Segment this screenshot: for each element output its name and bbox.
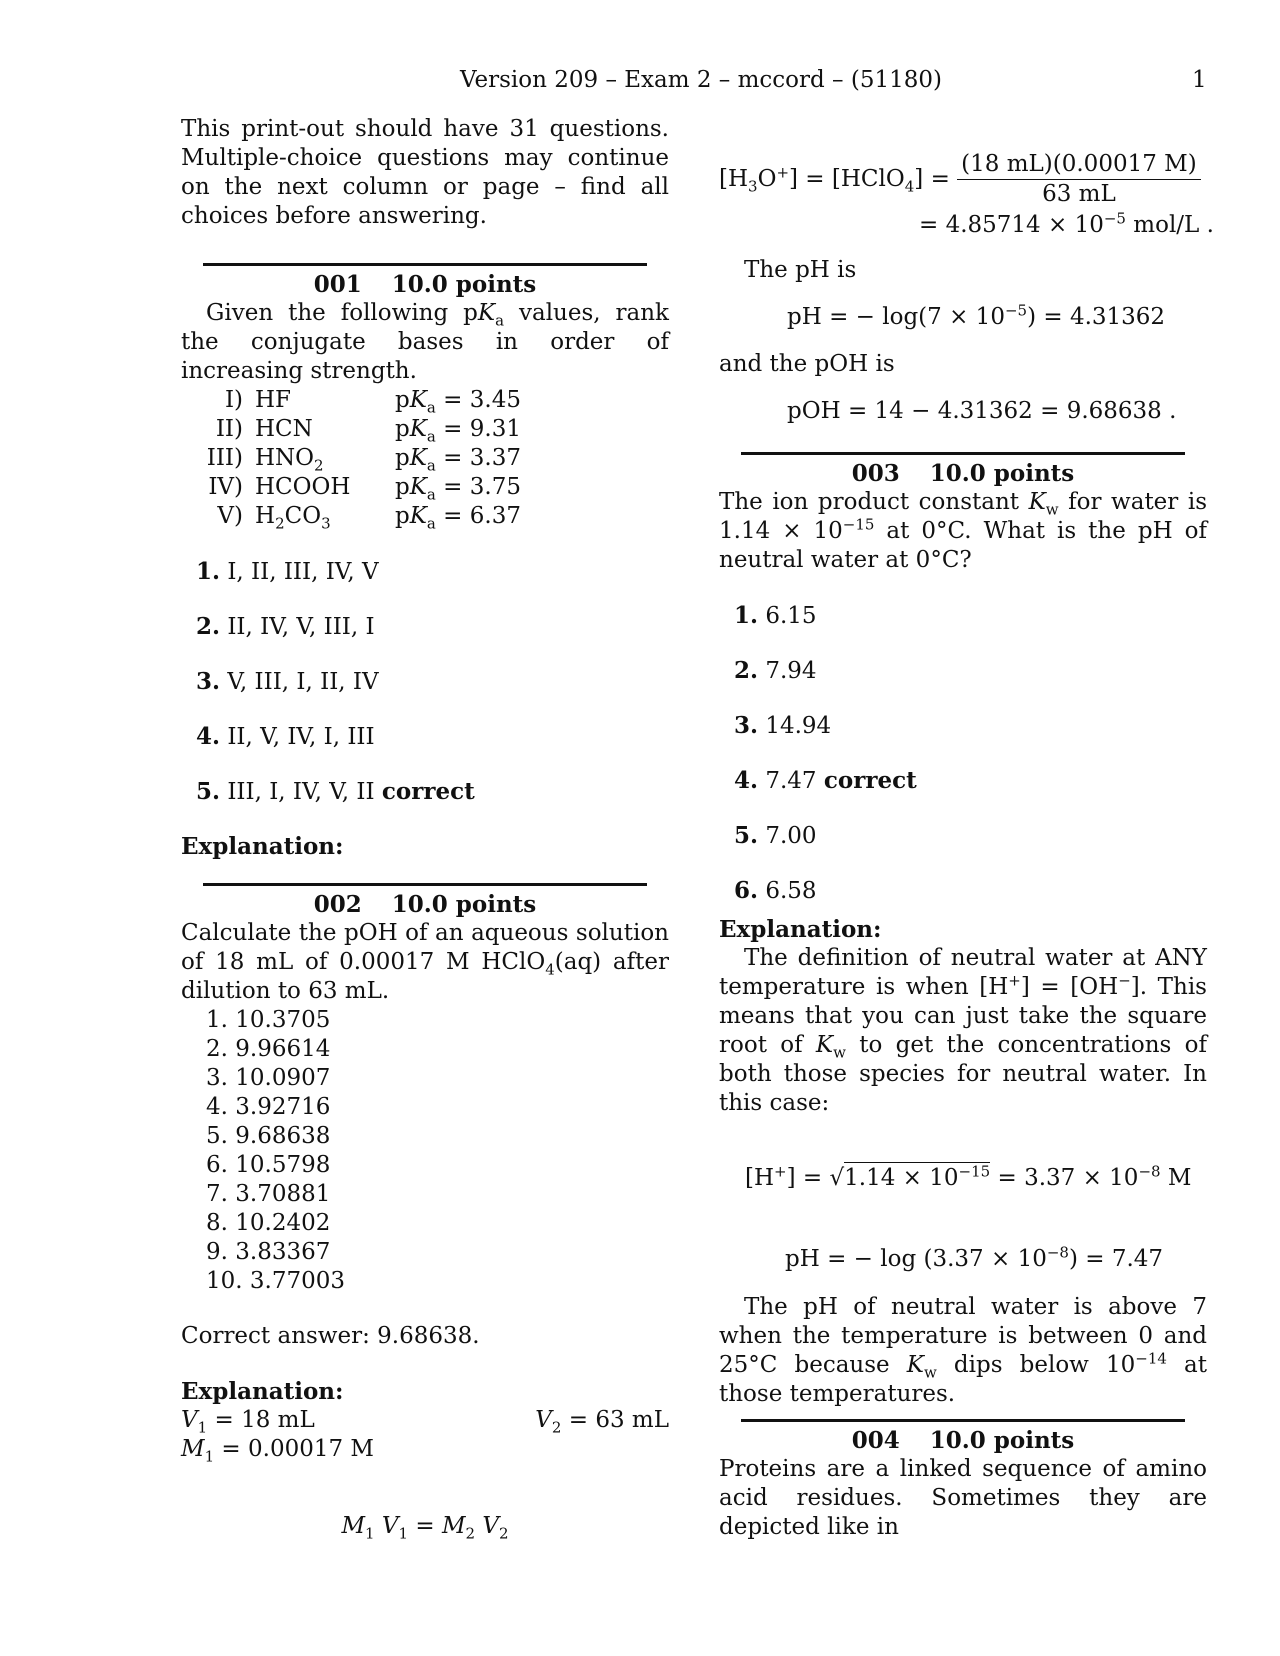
concentration-equation: $[H_3O^+]$ = [HClO$_4$] = $\frac{(18 mL)(0.00017 M)}{63 mL}$	[719, 150, 1207, 209]
explanation-label: Explanation:	[181, 1378, 344, 1405]
question-header-002	[181, 890, 669, 919]
question-points: 10.0 points	[391, 891, 537, 918]
acid-numeral: II)	[215, 416, 243, 442]
page-header	[0, 66, 1280, 98]
answer-choice[interactable]: 3. V, III, I, II, IV	[196, 668, 379, 695]
acid-name: $H_2CO_3$	[255, 503, 331, 533]
pka-row	[203, 415, 521, 444]
question-divider	[741, 452, 1185, 455]
question-number: 004	[851, 1427, 900, 1454]
option-item[interactable]: 2. 9.96614	[206, 1036, 331, 1062]
ph-final-equation: pH = − $\log (3.37 \times 10^{-8}) = 7.47$	[785, 1243, 1164, 1272]
ph-equation: pH = − $\log(7 \times 10^{-5}) = 4.31362$	[787, 301, 1166, 330]
answer-choice[interactable]: 5. 7.00	[734, 822, 817, 849]
acid-pka: $pK_a = 3.45$	[395, 387, 521, 417]
answer-choice[interactable]: 4. II, V, IV, I, III	[196, 723, 375, 750]
correct-answer: Correct answer: 9.68638.	[181, 1323, 480, 1349]
molarity-line: $M_1 = 0.00017$ M	[181, 1436, 374, 1466]
pka-row	[203, 502, 521, 531]
h-concentration-equation: $[H^+] = √1.14 \times 10^{-15} = 3.37 \times 10^{-8}$ M	[745, 1162, 1192, 1191]
acid-numeral: V)	[217, 503, 243, 529]
question-header-003	[719, 459, 1207, 488]
question-header-004	[719, 1426, 1207, 1455]
question-points: 10.0 points	[929, 460, 1075, 487]
header-title: Version 209 – Exam 2 – mccord – (51180)	[460, 67, 942, 93]
pka-row	[203, 444, 521, 473]
left-column	[181, 115, 669, 1541]
option-item[interactable]: 10. 3.77003	[206, 1268, 345, 1294]
explanation-label: Explanation:	[181, 833, 344, 860]
option-item[interactable]: 3. 10.0907	[206, 1065, 331, 1091]
answer-choice[interactable]: 2. 7.94	[734, 657, 817, 684]
option-item[interactable]: 8. 10.2402	[206, 1210, 331, 1236]
acid-pka: $pK_a = 6.37$	[395, 503, 521, 533]
answer-choice[interactable]: 1. 6.15	[734, 602, 817, 629]
answer-choice[interactable]: 6. 6.58	[734, 877, 817, 904]
explanation-note: The pH of neutral water is above 7 when the temperature is between 0 and 25°C because $K_w$ dips below $10^{-14}$ at those temperatures.	[719, 1294, 1207, 1407]
poh-equation: pOH = 14 − 4.31362 = 9.68638 .	[787, 398, 1177, 424]
acid-numeral: III)	[206, 445, 243, 471]
answer-choice[interactable]: 3. 14.94	[734, 712, 832, 739]
option-item[interactable]: 5. 9.68638	[206, 1123, 331, 1149]
option-item[interactable]: 7. 3.70881	[206, 1181, 331, 1207]
prompt-text: values, rank the conjugate bases in order of increasing strength.	[181, 300, 669, 384]
concentration-fraction: $\frac{(18 mL)(0.00017 M)}{63 mL}$	[957, 150, 1201, 209]
option-item[interactable]: 4. 3.92716	[206, 1094, 331, 1120]
answer-choice[interactable]: 1. I, II, III, IV, V	[196, 558, 379, 585]
option-item[interactable]: 6. 10.5798	[206, 1152, 331, 1178]
answer-choice-correct[interactable]: 5. III, I, IV, V, II correct	[196, 778, 475, 805]
acid-numeral: IV)	[208, 474, 243, 500]
acid-pka: $pK_a = 3.37$	[395, 445, 521, 475]
acid-name: HF	[255, 387, 292, 413]
correct-mark: correct	[823, 767, 917, 794]
acid-name: HCN	[255, 416, 313, 442]
pka-row	[203, 473, 521, 502]
question-prompt-003: The ion product constant $K_w$ for water is $1.14 \times 10^{-15}$ at 0°C. What is the pH of neutral water at 0°C?	[719, 489, 1208, 573]
question-points: 10.0 points	[929, 1427, 1075, 1454]
acid-name: HCOOH	[255, 474, 351, 500]
correct-mark: correct	[381, 778, 475, 805]
option-item[interactable]: 1. 10.3705	[206, 1007, 331, 1033]
question-divider	[741, 1419, 1185, 1422]
question-points: 10.0 points	[391, 271, 537, 298]
ph-intro: The pH is	[744, 257, 857, 283]
right-column	[719, 150, 1214, 1542]
acid-pka: $pK_a = 3.75$	[395, 474, 521, 504]
option-item[interactable]: 9. 3.83367	[206, 1239, 331, 1265]
question-divider	[203, 883, 647, 886]
question-number: 003	[851, 460, 900, 487]
pka-table	[203, 386, 521, 531]
dilution-equation: $M_1$ $V_1 = M_2$ $V_2$	[341, 1513, 509, 1543]
explanation-label: Explanation:	[719, 916, 882, 943]
page-number: 1	[1192, 67, 1207, 93]
question-prompt-004: Proteins are a linked sequence of amino acid residues. Sometimes they are depicted like in	[719, 1456, 1207, 1540]
question-prompt-002: Calculate the pOH of an aqueous solution of 18 mL of 0.00017 M HClO$_4$(aq) after dilution to 63 mL.	[181, 920, 669, 1004]
volume-line: $V_1 = 18$ mL $V_2 = 63$ mL	[181, 1407, 669, 1437]
question-divider	[203, 263, 647, 266]
question-number: 001	[313, 271, 362, 298]
intro-text: This print-out should have 31 questions. Multiple-choice questions may continue on the next column or page – find all choices before answering.	[181, 116, 669, 229]
question-number: 002	[313, 891, 362, 918]
acid-pka: $pK_a = 9.31$	[395, 416, 521, 446]
numeric-options	[206, 1006, 669, 1296]
acid-numeral: I)	[224, 387, 243, 413]
answer-choice-correct[interactable]: 4. 7.47 correct	[734, 767, 917, 794]
question-prompt-001: Given the following $pK_a$ values, rank the conjugate bases in order of increasing strength.	[181, 300, 669, 384]
pka-row	[203, 386, 521, 415]
answer-choice[interactable]: 2. II, IV, V, III, I	[196, 613, 375, 640]
question-header-001	[181, 270, 669, 299]
explanation-text: The definition of neutral water at ANY temperature is when [H+] = [OH−]. This means that you can just take the square root of $K_w$ to get the concentrations of both those species for neutral water. In this case:	[719, 945, 1208, 1116]
acid-name: $HNO_2$	[255, 445, 324, 475]
concentration-result: = $4.85714 \times 10^{-5}$ mol/L .	[919, 209, 1214, 238]
prompt-text: Given the following p	[206, 300, 478, 326]
poh-intro: and the pOH is	[719, 351, 895, 377]
